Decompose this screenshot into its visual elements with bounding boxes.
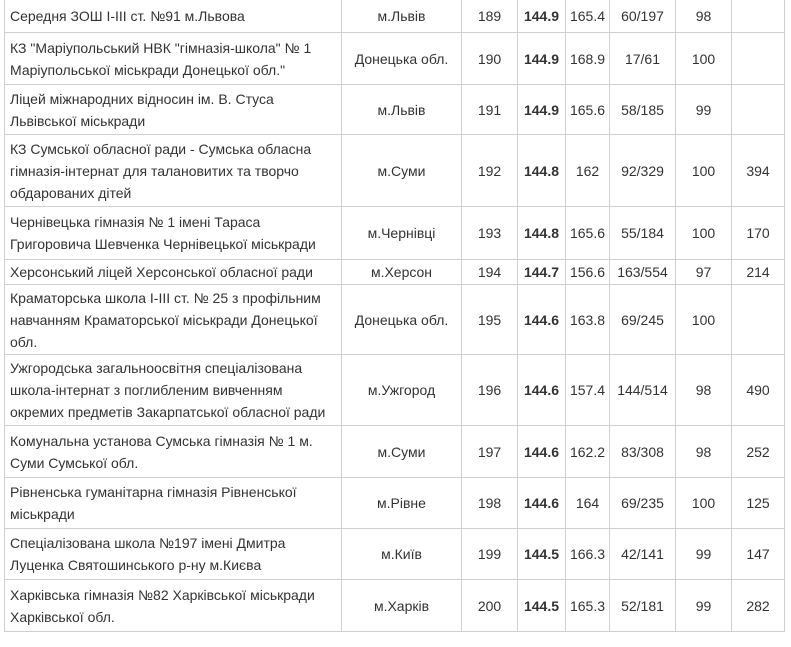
extra-cell <box>732 33 785 85</box>
percent-cell: 98 <box>676 355 732 426</box>
score-cell: 144.5 <box>518 580 566 632</box>
school-name-cell: Ліцей міжнародних відносин ім. В. Стуса Львівської міськради <box>5 85 342 135</box>
school-name-cell: Ужгородська загальноосвітня спеціалізована школа-інтернат з поглибленим вивченням окремих предметів Закарпатської обласної ради <box>5 355 342 426</box>
ratio-cell: 42/141 <box>610 529 676 580</box>
region-cell: м.Ужгород <box>342 355 462 426</box>
score-cell: 144.9 <box>518 0 566 33</box>
ratio-cell: 60/197 <box>610 0 676 33</box>
extra-cell: 147 <box>732 529 785 580</box>
rank-cell: 195 <box>462 285 518 355</box>
score-cell: 144.6 <box>518 285 566 355</box>
extra-cell: 394 <box>732 135 785 207</box>
school-name-cell: Середня ЗОШ І-ІІІ ст. №91 м.Львова <box>5 0 342 33</box>
school-name-cell: Спеціалізована школа №197 імені Дмитра Луценка Святошинського р-ну м.Києва <box>5 529 342 580</box>
ratio-cell: 92/329 <box>610 135 676 207</box>
region-cell: м.Суми <box>342 426 462 478</box>
extra-cell: 170 <box>732 207 785 260</box>
rank-cell: 198 <box>462 478 518 529</box>
extra-cell: 252 <box>732 426 785 478</box>
rank-cell: 199 <box>462 529 518 580</box>
region-cell: Донецька обл. <box>342 33 462 85</box>
percent-cell: 100 <box>676 33 732 85</box>
percent-cell: 100 <box>676 478 732 529</box>
score-cell: 144.9 <box>518 85 566 135</box>
region-cell: м.Суми <box>342 135 462 207</box>
value-cell: 165.4 <box>566 0 610 33</box>
table-row <box>5 260 785 285</box>
percent-cell: 97 <box>676 260 732 285</box>
percent-cell: 99 <box>676 580 732 632</box>
percent-cell: 98 <box>676 426 732 478</box>
ratio-cell: 55/184 <box>610 207 676 260</box>
percent-cell: 99 <box>676 529 732 580</box>
region-cell: м.Рівне <box>342 478 462 529</box>
value-cell: 165.6 <box>566 207 610 260</box>
school-name-cell: КЗ Сумської обласної ради - Сумська обласна гімназія-інтернат для талановитих та творчо обдарованих дітей <box>5 135 342 207</box>
value-cell: 168.9 <box>566 33 610 85</box>
table-row <box>5 285 785 355</box>
region-cell: м.Київ <box>342 529 462 580</box>
rank-cell: 191 <box>462 85 518 135</box>
region-cell: м.Львів <box>342 85 462 135</box>
value-cell: 157.4 <box>566 355 610 426</box>
rank-cell: 190 <box>462 33 518 85</box>
rank-cell: 197 <box>462 426 518 478</box>
score-cell: 144.7 <box>518 260 566 285</box>
school-name-cell: Харківська гімназія №82 Харківської міськради Харківської обл. <box>5 580 342 632</box>
table-row <box>5 355 785 426</box>
ratio-cell: 144/514 <box>610 355 676 426</box>
table-row <box>5 135 785 207</box>
score-cell: 144.8 <box>518 135 566 207</box>
school-name-cell: Чернівецька гімназія № 1 імені Тараса Григоровича Шевченка Чернівецької міськради <box>5 207 342 260</box>
percent-cell: 98 <box>676 0 732 33</box>
extra-cell: 125 <box>732 478 785 529</box>
rank-cell: 192 <box>462 135 518 207</box>
ratio-cell: 58/185 <box>610 85 676 135</box>
rank-cell: 194 <box>462 260 518 285</box>
rank-cell: 189 <box>462 0 518 33</box>
table-row <box>5 426 785 478</box>
table-row <box>5 207 785 260</box>
rank-cell: 200 <box>462 580 518 632</box>
percent-cell: 99 <box>676 85 732 135</box>
region-cell: м.Львів <box>342 0 462 33</box>
rank-cell: 196 <box>462 355 518 426</box>
percent-cell: 100 <box>676 207 732 260</box>
ratio-cell: 163/554 <box>610 260 676 285</box>
region-cell: м.Херсон <box>342 260 462 285</box>
extra-cell <box>732 285 785 355</box>
ratio-cell: 69/245 <box>610 285 676 355</box>
rating-table <box>4 0 785 632</box>
table-row <box>5 529 785 580</box>
school-name-cell: КЗ "Маріупольський НВК "гімназія-школа" № 1 Маріупольської міськради Донецької обл." <box>5 33 342 85</box>
school-name-cell: Херсонський ліцей Херсонської обласної ради <box>5 260 342 285</box>
rank-cell: 193 <box>462 207 518 260</box>
table-row <box>5 33 785 85</box>
value-cell: 165.3 <box>566 580 610 632</box>
extra-cell <box>732 0 785 33</box>
percent-cell: 100 <box>676 285 732 355</box>
region-cell: м.Харків <box>342 580 462 632</box>
value-cell: 165.6 <box>566 85 610 135</box>
extra-cell: 282 <box>732 580 785 632</box>
percent-cell: 100 <box>676 135 732 207</box>
school-name-cell: Комунальна установа Сумська гімназія № 1 м. Суми Сумської обл. <box>5 426 342 478</box>
region-cell: Донецька обл. <box>342 285 462 355</box>
value-cell: 156.6 <box>566 260 610 285</box>
score-cell: 144.6 <box>518 355 566 426</box>
table-row <box>5 478 785 529</box>
ratio-cell: 69/235 <box>610 478 676 529</box>
ratio-cell: 83/308 <box>610 426 676 478</box>
table-row <box>5 0 785 33</box>
ratio-cell: 17/61 <box>610 33 676 85</box>
score-cell: 144.9 <box>518 33 566 85</box>
value-cell: 162.2 <box>566 426 610 478</box>
table-row <box>5 85 785 135</box>
score-cell: 144.5 <box>518 529 566 580</box>
extra-cell: 214 <box>732 260 785 285</box>
school-name-cell: Краматорська школа І-ІІІ ст. № 25 з профільним навчанням Краматорської міськради Донецької обл. <box>5 285 342 355</box>
value-cell: 166.3 <box>566 529 610 580</box>
value-cell: 162 <box>566 135 610 207</box>
school-name-cell: Рівненська гуманітарна гімназія Рівненської міськради <box>5 478 342 529</box>
extra-cell <box>732 85 785 135</box>
score-cell: 144.8 <box>518 207 566 260</box>
extra-cell: 490 <box>732 355 785 426</box>
score-cell: 144.6 <box>518 426 566 478</box>
table-row <box>5 580 785 632</box>
ratio-cell: 52/181 <box>610 580 676 632</box>
value-cell: 163.8 <box>566 285 610 355</box>
region-cell: м.Чернівці <box>342 207 462 260</box>
score-cell: 144.6 <box>518 478 566 529</box>
value-cell: 164 <box>566 478 610 529</box>
